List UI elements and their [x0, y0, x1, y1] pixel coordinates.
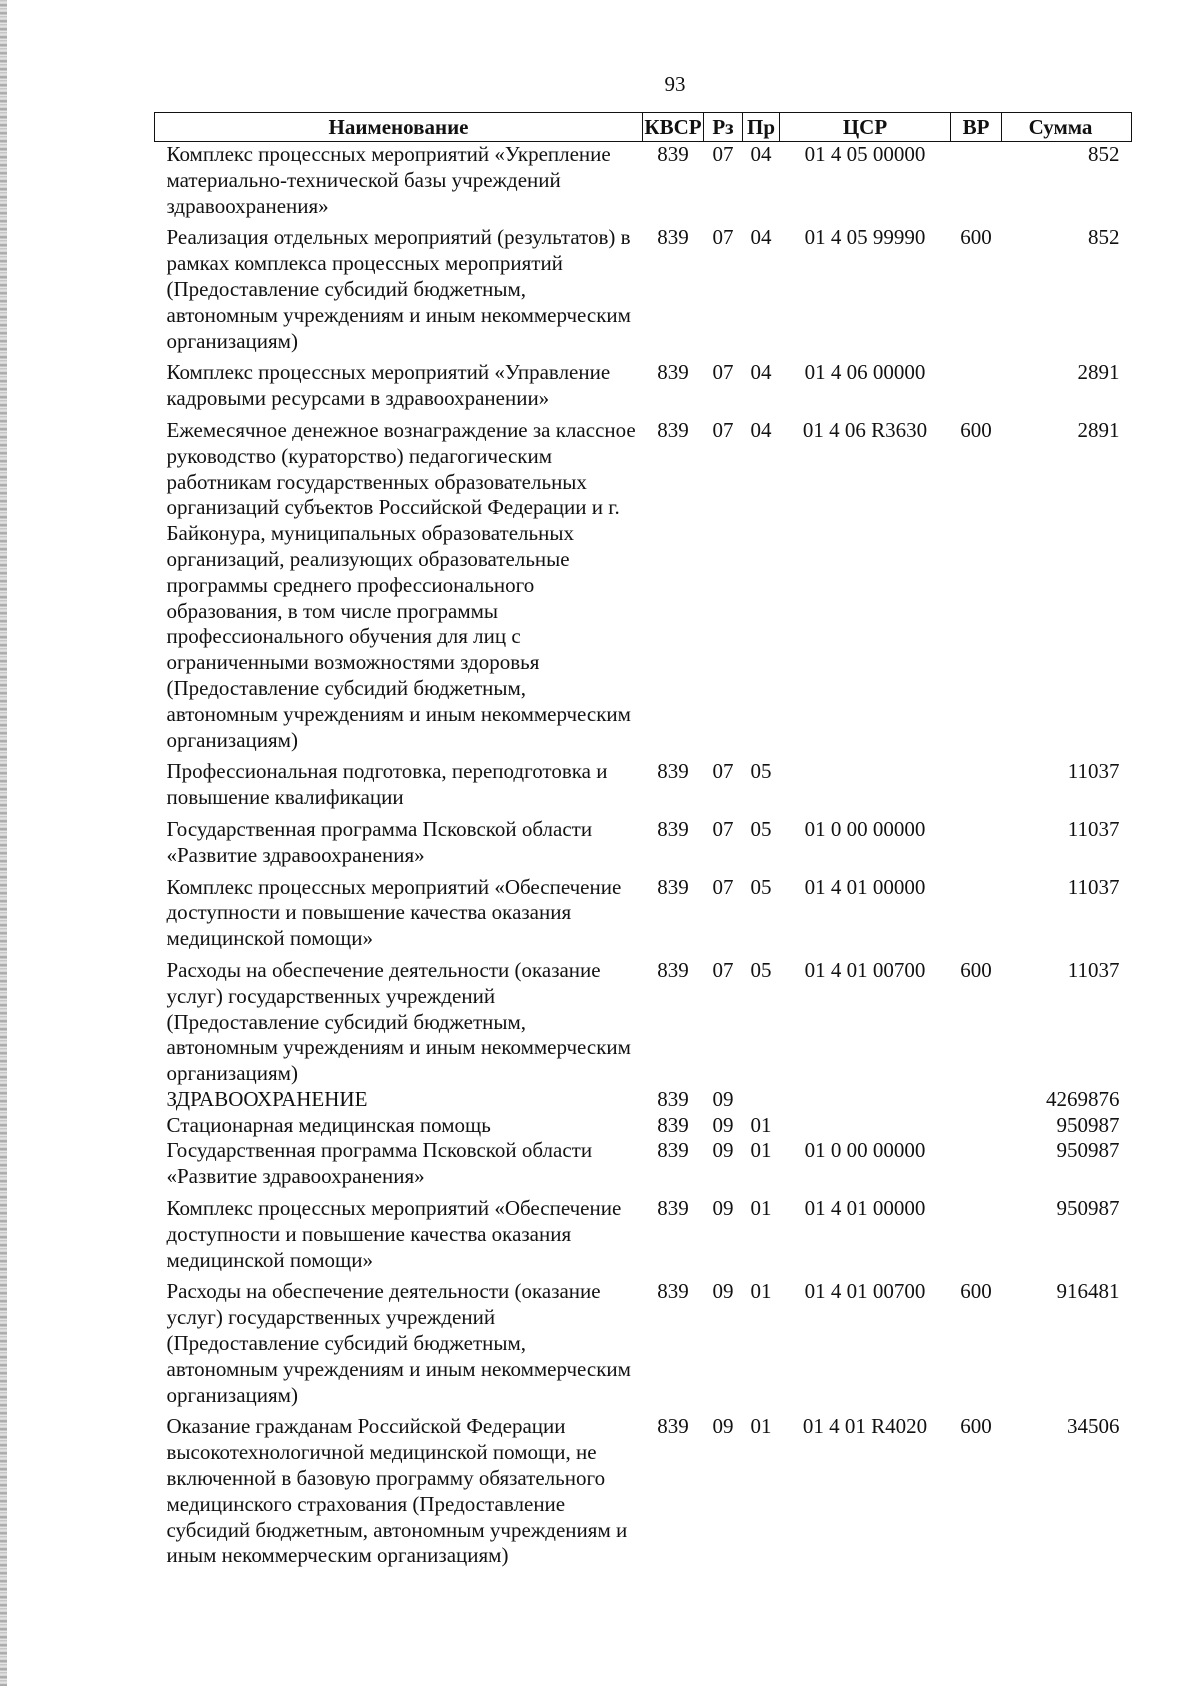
cell-csr [780, 753, 951, 811]
cell-kvsr: 839 [657, 957, 689, 982]
cell-rz: 09 [712, 1414, 734, 1439]
cell-rz: 07 [712, 816, 734, 841]
cell-sum: 11037 [1067, 874, 1120, 899]
cell-rz: 09 [712, 1086, 734, 1111]
cell-kvsr: 839 [657, 225, 689, 250]
cell-sum: 11037 [1067, 957, 1120, 982]
cell-rz: 09 [712, 1138, 734, 1163]
cell-kvsr: 839 [657, 874, 689, 899]
cell-name: Государственная программа Псковской области «Развитие здравоохранения» [166, 816, 593, 867]
table-header-row [155, 113, 1132, 142]
table-row [155, 1138, 1132, 1190]
cell-rz: 07 [712, 759, 734, 784]
cell-name: Профессиональная подготовка, переподготовка и повышение квалификации [166, 759, 608, 810]
header-rz: Рз [704, 113, 743, 142]
cell-pr: 01 [750, 1279, 772, 1304]
cell-kvsr: 839 [657, 1138, 689, 1163]
cell-name: Комплекс процессных мероприятий «Управление кадровыми ресурсами в здравоохранении» [166, 360, 611, 411]
cell-sum: 34506 [1067, 1414, 1120, 1439]
table-row [155, 952, 1132, 1087]
cell-vr [951, 753, 1002, 811]
table-row [155, 869, 1132, 952]
cell-vr [951, 354, 1002, 412]
cell-csr: 01 4 01 00700 [804, 957, 926, 982]
header-name: Наименование [155, 113, 643, 142]
cell-sum: 11037 [1067, 816, 1120, 841]
cell-name: Комплекс процессных мероприятий «Обеспечение доступности и повышение качества оказания медицинской помощи» [166, 1196, 622, 1272]
table-row [155, 142, 1132, 220]
cell-vr: 600 [960, 957, 992, 982]
cell-sum: 950987 [1056, 1112, 1120, 1137]
table-row [155, 1087, 1132, 1113]
cell-name: Стационарная медицинская помощь [166, 1112, 491, 1137]
table-row [155, 811, 1132, 869]
cell-name: Расходы на обеспечение деятельности (оказание услуг) государственных учреждений (Предоставление субсидий бюджетным, автономным учреждениям и иным некоммерческим организациям) [166, 1279, 631, 1407]
header-csr: ЦСР [780, 113, 951, 142]
cell-pr: 01 [750, 1112, 772, 1137]
budget-table [154, 112, 1132, 1569]
cell-sum: 852 [1088, 225, 1120, 250]
cell-kvsr: 839 [657, 417, 689, 442]
cell-sum: 2891 [1077, 360, 1120, 385]
cell-pr: 05 [750, 874, 772, 899]
cell-sum: 950987 [1056, 1138, 1120, 1163]
cell-rz: 07 [712, 142, 734, 166]
cell-pr: 04 [750, 360, 772, 385]
cell-vr [951, 1138, 1002, 1190]
page-number: 93 [664, 72, 686, 96]
cell-name: Комплекс процессных мероприятий «Укрепление материально-технической базы учреждений здравоохранения» [166, 142, 611, 218]
cell-pr: 05 [750, 816, 772, 841]
cell-sum: 11037 [1067, 759, 1120, 784]
cell-name: Расходы на обеспечение деятельности (оказание услуг) государственных учреждений (Предоставление субсидий бюджетным, автономным учреждениям и иным некоммерческим организациям) [166, 957, 631, 1086]
cell-vr [951, 869, 1002, 952]
cell-pr: 05 [750, 957, 772, 982]
cell-sum: 852 [1088, 142, 1120, 166]
cell-pr: 04 [750, 142, 772, 166]
cell-rz: 07 [712, 957, 734, 982]
cell-rz: 07 [712, 417, 734, 442]
cell-name: Ежемесячное денежное вознаграждение за классное руководство (кураторство) педагогическим работникам государственных образовательных организаций субъектов Российской Федерации и г. Байконура, муниципальных образовательных организаций, реализующих образовательные программы среднего профессионального образования, в том числе программы профессионального обучения для лиц с ограниченными возможностями здоровья (Предоставление субсидий бюджетным, автономным учреждениям и иным некоммерческим организациям) [166, 417, 636, 752]
cell-csr: 01 0 00 00000 [804, 1138, 926, 1163]
cell-vr: 600 [960, 225, 992, 250]
cell-kvsr: 839 [657, 759, 689, 784]
cell-csr [780, 1087, 951, 1113]
cell-csr: 01 4 06 00000 [804, 360, 926, 385]
table-row [155, 1113, 1132, 1139]
cell-rz: 07 [712, 360, 734, 385]
cell-pr: 05 [750, 759, 772, 784]
cell-vr: 600 [960, 1279, 992, 1304]
cell-kvsr: 839 [657, 1086, 689, 1111]
cell-name: Реализация отдельных мероприятий (результатов) в рамках комплекса процессных мероприятий (Предоставление субсидий бюджетным, автономным учреждениям и иным некоммерческим организациям) [166, 225, 631, 353]
table-row [155, 354, 1132, 412]
table-row [155, 412, 1132, 753]
cell-kvsr: 839 [657, 1196, 689, 1221]
cell-pr: 04 [750, 225, 772, 250]
header-vr: ВР [951, 113, 1002, 142]
cell-name: Комплекс процессных мероприятий «Обеспечение доступности и повышение качества оказания медицинской помощи» [166, 874, 622, 951]
cell-vr [951, 142, 1002, 220]
header-sum: Сумма [1002, 113, 1132, 142]
cell-sum: 916481 [1056, 1279, 1120, 1304]
cell-kvsr: 839 [657, 1279, 689, 1304]
cell-kvsr: 839 [657, 360, 689, 385]
cell-csr: 01 4 01 00700 [804, 1279, 926, 1304]
cell-csr: 01 4 05 99990 [804, 225, 926, 250]
table-row [155, 1190, 1132, 1273]
cell-vr: 600 [960, 1414, 992, 1439]
cell-csr [780, 1113, 951, 1139]
cell-rz: 09 [712, 1196, 734, 1221]
cell-pr: 01 [750, 1196, 772, 1221]
cell-name: ЗДРАВООХРАНЕНИЕ [166, 1086, 368, 1111]
cell-vr [951, 811, 1002, 869]
cell-sum: 2891 [1077, 417, 1120, 442]
cell-kvsr: 839 [657, 142, 689, 166]
cell-rz: 09 [712, 1279, 734, 1304]
cell-csr: 01 4 06 R3630 [802, 417, 928, 442]
cell-kvsr: 839 [657, 1414, 689, 1439]
cell-kvsr: 839 [657, 816, 689, 841]
header-pr: Пр [743, 113, 780, 142]
cell-pr [743, 1087, 780, 1113]
cell-vr [951, 1190, 1002, 1273]
cell-pr: 04 [750, 417, 772, 442]
cell-vr [951, 1087, 1002, 1113]
cell-name: Оказание гражданам Российской Федерации высокотехнологичной медицинской помощи, не включенной в базовую программу обязательного медицинского страхования (Предоставление субсидий бюджетным, автономным учреждениям и иным некоммерческим организациям) [166, 1414, 628, 1568]
cell-vr [951, 1113, 1002, 1139]
table-row [155, 1273, 1132, 1408]
cell-csr: 01 4 01 00000 [804, 1196, 926, 1221]
cell-vr: 600 [960, 417, 992, 442]
cell-rz: 09 [712, 1112, 734, 1137]
cell-pr: 01 [750, 1138, 772, 1163]
table-row [155, 219, 1132, 354]
cell-sum: 4269876 [1046, 1086, 1120, 1111]
cell-sum: 950987 [1056, 1196, 1120, 1221]
cell-name: Государственная программа Псковской области «Развитие здравоохранения» [166, 1138, 593, 1189]
table-row [155, 1408, 1132, 1569]
cell-csr: 01 4 05 00000 [804, 142, 926, 166]
cell-csr: 01 4 01 R4020 [802, 1414, 928, 1439]
cell-csr: 01 0 00 00000 [804, 816, 926, 841]
cell-kvsr: 839 [657, 1112, 689, 1137]
cell-csr: 01 4 01 00000 [804, 874, 926, 899]
cell-rz: 07 [712, 874, 734, 899]
header-kvsr: КВСР [643, 113, 704, 142]
cell-rz: 07 [712, 225, 734, 250]
scan-edge [0, 0, 7, 1686]
table-row [155, 753, 1132, 811]
cell-pr: 01 [750, 1414, 772, 1439]
